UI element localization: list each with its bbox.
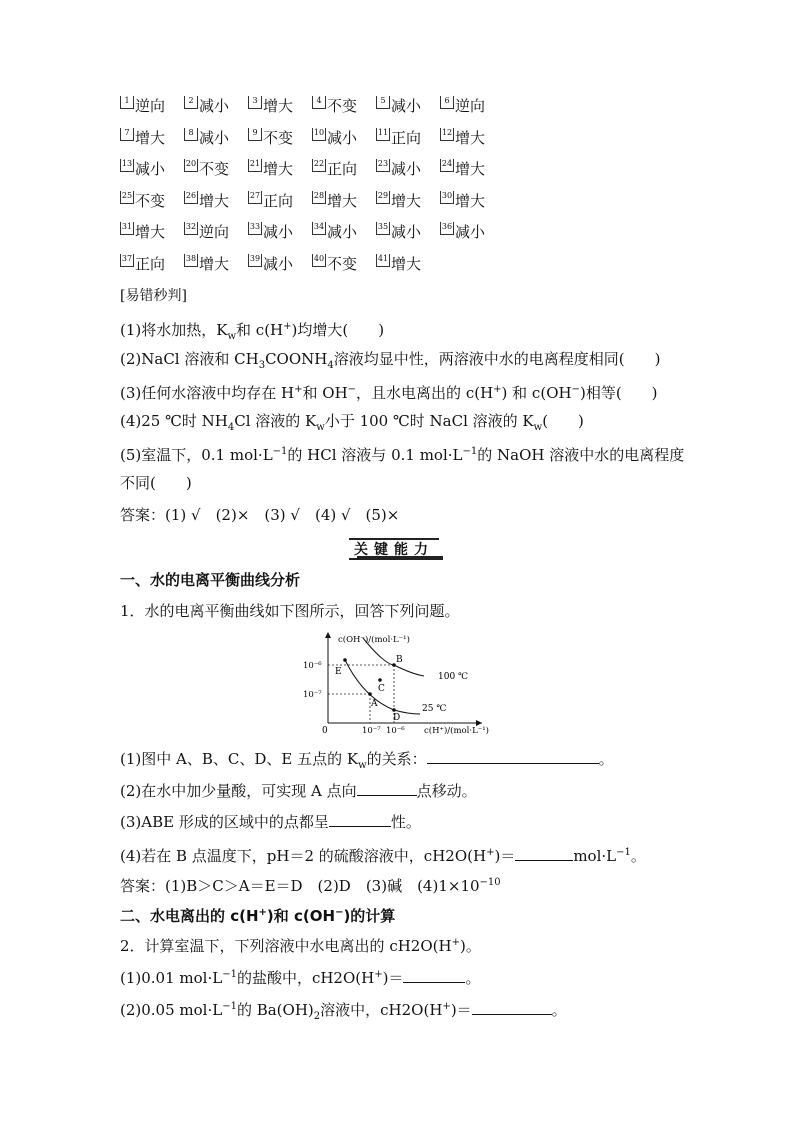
- answer-cell: [440, 94, 485, 118]
- blank-number-marker: 35: [376, 222, 390, 235]
- answer-cell: [184, 252, 229, 276]
- answer-cell: [120, 252, 165, 276]
- answer-cell: [312, 252, 357, 276]
- section-title-1: 一、水的电离平衡曲线分析: [120, 571, 301, 589]
- blank-number-marker: 2: [184, 96, 198, 109]
- answer-cell: [376, 157, 421, 181]
- judge-item-2: (2)NaCl 溶液和 $CH_3COONH_4$溶液均显中性，两溶液中水的电离程度相同( ): [120, 350, 661, 371]
- answer-cell: [312, 126, 357, 150]
- answer-word: 减小: [199, 128, 230, 147]
- answer-word: 减小: [391, 97, 422, 115]
- blank-number-marker: 31: [120, 222, 134, 235]
- judge-item-4: (4)25 ℃时 $NH_4Cl$ 溶液的 $K_w$小于 100 ℃时 NaCl 溶液的 $K_w$( ): [120, 412, 584, 433]
- answer-cell: [440, 126, 485, 150]
- blank-number-marker: 13: [120, 159, 134, 172]
- blank-number-marker: 27: [248, 191, 262, 204]
- blank-number-marker: 36: [440, 222, 454, 235]
- blank-number-marker: 10: [312, 128, 326, 141]
- answer-word: 逆向: [455, 97, 486, 115]
- blank-number-marker: 29: [376, 191, 390, 204]
- answer-cell: [120, 126, 165, 150]
- blank-number-marker: 33: [248, 222, 262, 235]
- blank-number-marker: 23: [376, 159, 390, 172]
- blank-number-marker: 38: [184, 254, 198, 267]
- point-label: B: [396, 655, 403, 665]
- answer-cell: [248, 252, 293, 276]
- problem-1-answer: 答案：(1)B＞C＞A＝E＝D (2)D (3)碱 $(4)1\times 10^{-10}$: [120, 877, 501, 895]
- judge-item-5-cont: 不同( ): [120, 474, 192, 492]
- blank-number-marker: 3: [248, 96, 262, 109]
- point-label: C: [378, 684, 385, 694]
- answer-cell: [184, 157, 229, 181]
- blank-number-marker: 5: [376, 96, 390, 109]
- point-label: D: [393, 713, 401, 723]
- blank-number-marker: 25: [120, 191, 134, 204]
- blank-number-marker: 12: [440, 128, 454, 141]
- answer-word: 不变: [327, 97, 358, 115]
- blank-number-marker: 24: [440, 159, 454, 172]
- answer-cell: [248, 220, 293, 244]
- key-ability-badge: 关键能力: [349, 538, 439, 560]
- point-c: [378, 678, 382, 682]
- water-ionization-chart: [300, 630, 490, 742]
- origin-label: 0: [322, 726, 328, 736]
- blank-number-marker: 39: [248, 254, 262, 267]
- section-title-2: 二、水电离出的 c(H+)和 c(OH−)的计算: [120, 907, 396, 925]
- answer-word: 增大: [199, 191, 230, 210]
- answer-cell: [376, 252, 421, 276]
- answer-word: 增大: [455, 191, 486, 210]
- answer-word: 逆向: [135, 97, 166, 115]
- answer-word: 减小: [391, 223, 422, 242]
- answer-cell: [120, 94, 165, 118]
- answer-word: 正向: [327, 160, 358, 179]
- answer-cell: [376, 189, 421, 213]
- blank-number-marker: 4: [312, 96, 326, 109]
- answer-word: 减小: [135, 160, 166, 179]
- answer-word: 减小: [391, 160, 422, 179]
- blank-number-marker: 41: [376, 254, 390, 267]
- point-d: [392, 708, 396, 712]
- answer-word: 增大: [135, 128, 166, 147]
- answer-word: 不变: [327, 254, 358, 273]
- blank-number-marker: 30: [440, 191, 454, 204]
- answer-cell: [440, 220, 485, 244]
- answer-word: 增大: [391, 254, 422, 273]
- point-e: [343, 658, 347, 662]
- judge-item-3: (3)任何水溶液中均存在 H+和 OH−，且水电离出的 c(H+) 和 c(OH−)相等( ): [120, 384, 658, 402]
- blank-number-marker: 26: [184, 191, 198, 204]
- judge-item-5: (5)室温下，0.1 $mol\cdot L^{-1}$的 HCl 溶液与 0.1 $mol\cdot L^{-1}$的 NaOH 溶液中水的电离程度: [120, 446, 685, 464]
- answer-word: 正向: [263, 191, 294, 210]
- blank-number-marker: 21: [248, 159, 262, 172]
- blank-number-marker: 32: [184, 222, 198, 235]
- problem-1-stem: 1．水的电离平衡曲线如下图所示，回答下列问题。: [120, 602, 460, 620]
- answer-cell: [312, 189, 357, 213]
- answer-word: 减小: [455, 223, 486, 242]
- answer-word: 增大: [327, 191, 358, 210]
- answer-word: 增大: [135, 223, 166, 242]
- answer-word: 增大: [263, 160, 294, 179]
- problem-1-q3: (3)ABE 形成的区域中的点都呈 性。: [120, 810, 421, 833]
- y-axis-label: c(OH⁻)/(mol·L⁻¹): [338, 635, 410, 645]
- answer-cell: [376, 220, 421, 244]
- answer-word: 减小: [263, 254, 294, 273]
- problem-1-q4: (4)若在 B 点温度下，pH＝2 的硫酸溶液中，$cH2O(H^+)= mol\cdot L^{-1}$。: [120, 842, 646, 867]
- blank-number-marker: 40: [312, 254, 326, 267]
- answer-word: 逆向: [199, 223, 230, 242]
- x-axis-label: c(H⁺)/(mol·L⁻¹): [424, 726, 489, 736]
- blank-number-marker: 34: [312, 222, 326, 235]
- blank-number-marker: 8: [184, 128, 198, 141]
- answer-cell: [312, 220, 357, 244]
- section-easy-error: [易错秒判]: [120, 288, 187, 304]
- problem-1-q2: (2)在水中加少量酸，可实现 A 点向 点移动。: [120, 779, 477, 802]
- answer-cell: [120, 157, 165, 181]
- y-axis-arrow: [325, 632, 331, 638]
- answer-cell: [440, 189, 485, 213]
- blank-number-marker: 9: [248, 128, 262, 141]
- answer-word: 正向: [135, 254, 166, 273]
- temp-label-25: 25 ℃: [422, 704, 447, 714]
- answer-word: 不变: [263, 128, 294, 147]
- answer-word: 增大: [391, 191, 422, 210]
- x-tick-label: 10⁻⁶: [386, 726, 405, 736]
- answer-word: 减小: [327, 223, 358, 242]
- answer-word: 增大: [455, 128, 486, 147]
- blank-number-marker: 11: [376, 128, 390, 141]
- answer-cell: [248, 126, 293, 150]
- problem-2-q2: (2)0.05 $mol\cdot L^{-1}$的 $Ba(OH)_2$溶液中，cH2O(H+)＝ 。: [120, 996, 567, 1028]
- blank-number-marker: 7: [120, 128, 134, 141]
- x-tick-label: 10⁻⁷: [362, 726, 381, 736]
- answer-word: 减小: [263, 223, 294, 242]
- answer-word: 减小: [327, 128, 358, 147]
- answer-cell: [120, 220, 165, 244]
- answer-cell: [184, 94, 229, 118]
- blank-number-marker: 37: [120, 254, 134, 267]
- answer-word: 不变: [199, 160, 230, 179]
- answer-cell: [376, 94, 421, 118]
- judge-answer: 答案：(1) √ (2)× (3) √ (4) √ (5)×: [120, 506, 400, 524]
- answer-word: 增大: [199, 254, 230, 273]
- answer-cell: [440, 157, 485, 181]
- point-label: E: [335, 667, 342, 677]
- answer-cell: [184, 189, 229, 213]
- blank-number-marker: 28: [312, 191, 326, 204]
- answer-word: 正向: [391, 128, 422, 147]
- temp-label-100: 100 ℃: [438, 672, 469, 682]
- answer-word: 增大: [455, 160, 486, 179]
- answer-word: 增大: [263, 97, 294, 115]
- answer-cell: [120, 189, 165, 213]
- blank-number-marker: 1: [120, 96, 134, 109]
- y-tick-label: 10⁻⁷: [303, 690, 322, 700]
- point-a: [368, 692, 372, 696]
- answer-cell: [312, 157, 357, 181]
- problem-1-q1: (1)图中 A、B、C、D、E 五点的 $K_w$的关系： 。: [120, 747, 614, 777]
- blank-number-marker: 20: [184, 159, 198, 172]
- answer-cell: [248, 189, 293, 213]
- problem-2-q1: (1)0.01 $mol\cdot L^{-1}$的盐酸中，cH2O(H+)＝ 。: [120, 964, 480, 989]
- answer-cell: [248, 94, 293, 118]
- answer-word: 减小: [199, 97, 230, 115]
- answer-cell: [248, 157, 293, 181]
- blank-number-marker: 22: [312, 159, 326, 172]
- answer-cell: [376, 126, 421, 150]
- answer-cell: [184, 220, 229, 244]
- answer-cell: [184, 126, 229, 150]
- answer-cell: [312, 94, 357, 118]
- problem-2-stem: 2．计算室温下，下列溶液中水电离出的 cH2O(H+)。: [120, 937, 481, 955]
- judge-item-1: (1)将水加热，$K_w$和 c(H+)均增大( ): [120, 321, 385, 342]
- blank-number-marker: 6: [440, 96, 454, 109]
- y-tick-label: 10⁻⁶: [303, 661, 322, 671]
- point-label: A: [371, 699, 378, 709]
- answer-word: 不变: [135, 191, 166, 210]
